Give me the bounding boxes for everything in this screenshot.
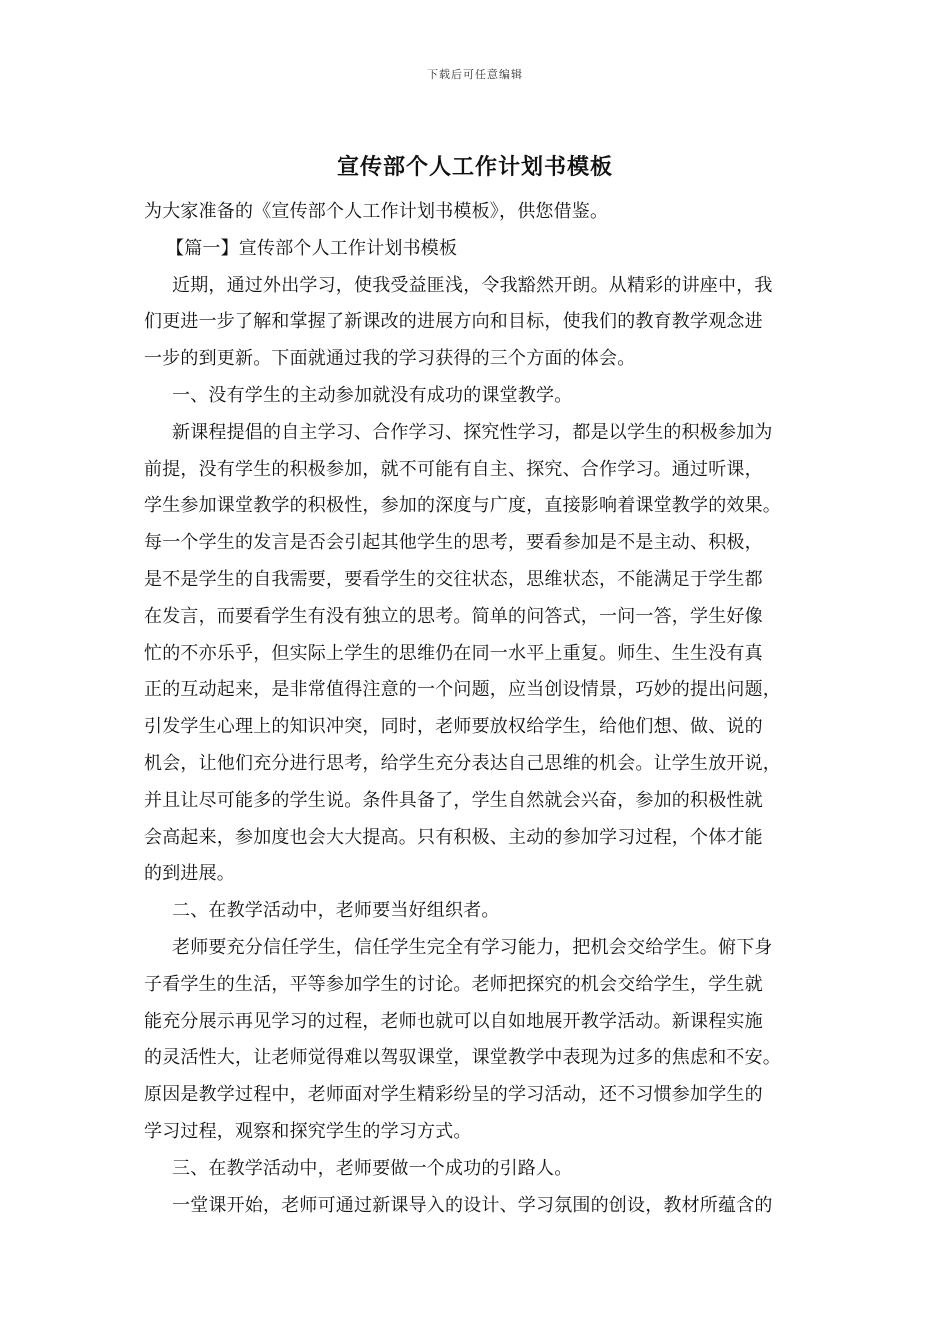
- text-line: 机会，让他们充分进行思考，给学生充分表达自己思维的机会。让学生放开说，: [144, 752, 781, 774]
- text-line: 学生参加课堂教学的积极性，参加的深度与广度，直接影响着课堂教学的效果。: [144, 495, 781, 517]
- text-line: 会高起来，参加度也会大大提高。只有积极、主动的参加学习过程，个体才能: [144, 826, 763, 848]
- text-line: 近期，通过外出学习，使我受益匪浅，令我豁然开朗。从精彩的讲座中，我: [172, 274, 773, 296]
- text-line: 原因是教学过程中，老师面对学生精彩纷呈的学习活动，还不习惯参加学生的: [144, 1084, 763, 1106]
- text-line: 引发学生心理上的知识冲突，同时，老师要放权给学生，给他们想、做、说的: [144, 716, 763, 738]
- text-line: 每一个学生的发言是否会引起其他学生的思考，要看参加是不是主动、积极，: [144, 532, 763, 554]
- text-line: 是不是学生的自我需要，要看学生的交往状态，思维状态，不能满足于学生都: [144, 568, 763, 590]
- text-line: 们更进一步了解和掌握了新课改的进展方向和目标，使我们的教育教学观念进: [144, 311, 763, 333]
- text-line: 一、没有学生的主动参加就没有成功的课堂教学。: [172, 384, 573, 406]
- text-line: 为大家准备的《宣传部个人工作计划书模板》，供您借鉴。: [144, 201, 609, 222]
- text-line: 在发言，而要看学生有没有独立的思考。简单的问答式，一问一答，学生好像: [144, 605, 763, 627]
- document-title: 宣传部个人工作计划书模板: [336, 154, 613, 180]
- text-line: 正的互动起来，是非常值得注意的一个问题，应当创设情景，巧妙的提出问题，: [144, 679, 781, 701]
- text-line: 一步的到更新。下面就通过我的学习获得的三个方面的体会。: [144, 348, 636, 370]
- text-line: 忙的不亦乐乎，但实际上学生的思维仍在同一水平上重复。师生、生生没有真: [144, 642, 763, 664]
- text-line: 的灵活性大，让老师觉得难以驾驭课堂，课堂教学中表现为过多的焦虑和不安。: [144, 1047, 781, 1069]
- text-line: 【篇一】宣传部个人工作计划书模板: [166, 237, 458, 259]
- text-line: 并且让尽可能多的学生说。条件具备了，学生自然就会兴奋，参加的积极性就: [144, 789, 763, 811]
- text-line: 能充分展示再见学习的过程，老师也就可以自如地展开教学活动。新课程实施: [144, 1010, 763, 1032]
- text-line: 子看学生的生活，平等参加学生的讨论。老师把探究的机会交给学生，学生就: [144, 973, 763, 995]
- text-line: 一堂课开始，老师可通过新课导入的设计、学习氛围的创设，教材所蕴含的: [172, 1194, 773, 1216]
- page-header-note: 下载后可任意编辑: [427, 68, 523, 81]
- text-line: 学习过程，观察和探究学生的学习方式。: [144, 1120, 472, 1142]
- document-body: [144, 194, 824, 1224]
- text-line: 前提，没有学生的积极参加，就不可能有自主、探究、合作学习。通过听课，: [144, 458, 763, 480]
- text-line: 二、在教学活动中，老师要当好组织者。: [172, 900, 500, 922]
- text-line: 老师要充分信任学生，信任学生完全有学习能力，把机会交给学生。俯下身: [172, 936, 773, 958]
- text-line: 的到进展。: [144, 863, 235, 885]
- text-line: 新课程提倡的自主学习、合作学习、探究性学习，都是以学生的积极参加为: [172, 421, 773, 443]
- text-line: 三、在教学活动中，老师要做一个成功的引路人。: [172, 1157, 573, 1179]
